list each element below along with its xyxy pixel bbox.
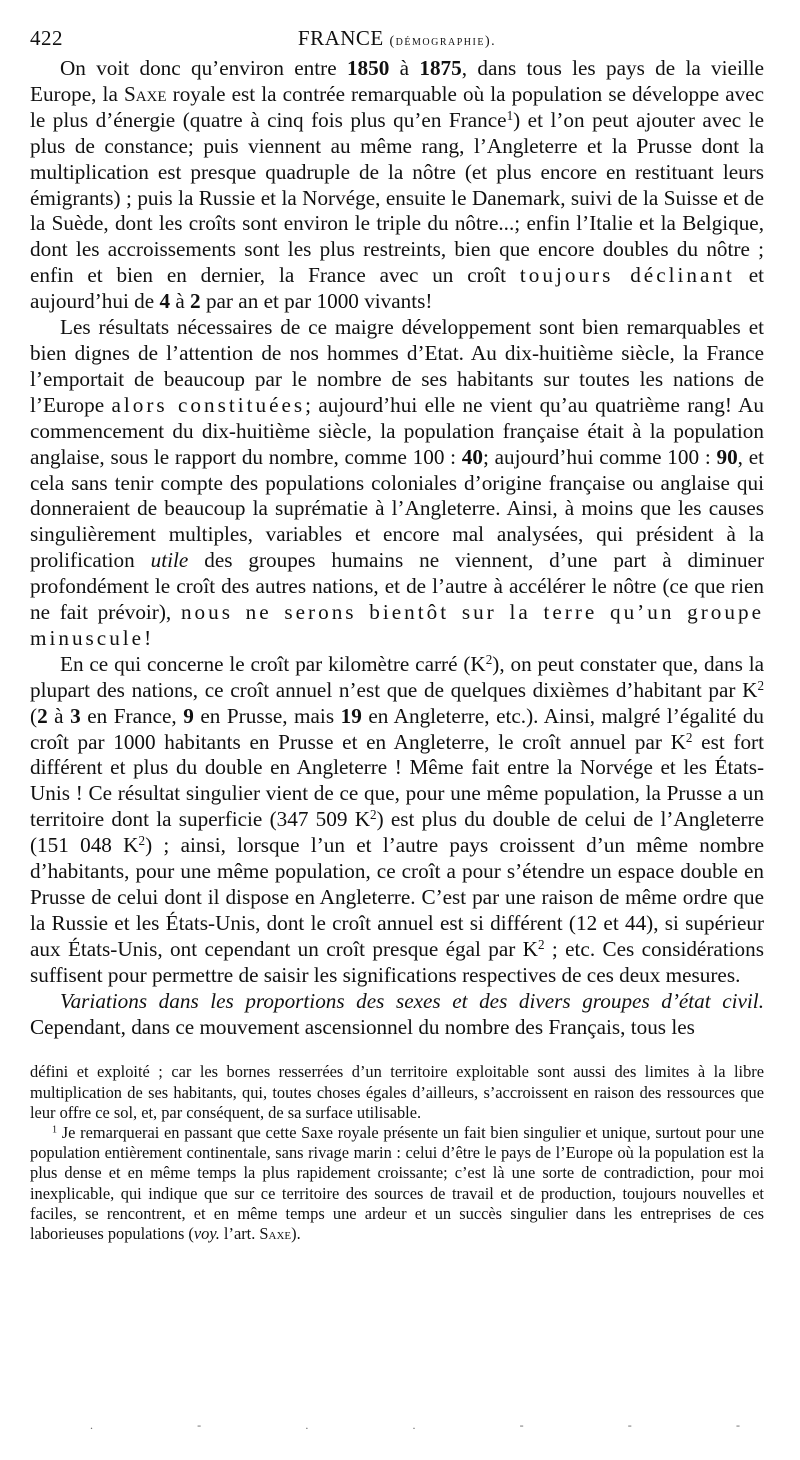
main-text xyxy=(30,56,764,1040)
text-run: et aujourd’hui de xyxy=(30,263,765,314)
text-run: est fort différent et plus du double en Angleterre ! Même fait entre la Norvége et les États-Unis ! Ce résultat singulier vient de ce que, pour une même population, la Prusse a un territoire dont la superficie (347 509 K xyxy=(30,729,764,832)
text-run: à xyxy=(47,703,71,728)
spaced-emphasis: toujours déclinant xyxy=(519,263,735,288)
paragraph-4 xyxy=(30,989,764,1041)
text-run: des groupes humains ne viennent, d’une part à diminuer profondément le croît des autres nations, et de l’autre à accélérer le nôtre (ce que rien ne fait prévoir), xyxy=(30,548,765,625)
spaced-emphasis: nous ne serons bientôt sur la terre qu’un groupe minuscule! xyxy=(30,600,764,650)
bold-number: 4 xyxy=(159,289,171,314)
text-run: ; etc. Ces considérations suffisent pour permettre de saisir les significations respectives de ces deux mesures. xyxy=(30,936,764,987)
paragraph-2 xyxy=(30,315,764,652)
text-run: ; aujourd’hui elle ne vient qu’au quatrième rang! Au commencement du dix-huitième siècle, la population française était à la population anglaise, sous le rapport du nombre, comme 100 : xyxy=(30,392,764,469)
italic-voy: voy. xyxy=(193,1224,220,1244)
paragraph-3 xyxy=(30,652,764,989)
running-title-sub: (démographie). xyxy=(389,34,497,49)
text-run: Cependant, dans ce mouvement ascensionnel du nombre des Français, tous les xyxy=(30,1014,695,1039)
section-heading: Variations dans les proportions des sexes et des divers groupes d’état civil. xyxy=(60,988,764,1013)
text-run: ), on peut constater que, dans la plupart des nations, ce croît annuel n’est que de quelques dixièmes d’habitant par K xyxy=(30,651,764,702)
text-run: en Prusse, mais xyxy=(193,703,341,728)
bottom-print-marks xyxy=(90,1418,740,1433)
bold-number: 3 xyxy=(70,703,81,728)
bold-number: 9 xyxy=(183,703,194,728)
text-run: ) est plus du double de celui de l’Angleterre (151 048 K xyxy=(30,807,764,858)
bold-number: 90 xyxy=(716,444,738,469)
bold-number: 2 xyxy=(190,289,201,314)
print-mark: - xyxy=(519,1418,524,1432)
paragraph-1 xyxy=(30,56,764,315)
saxe-smallcaps: Saxe xyxy=(123,81,167,106)
print-mark: - xyxy=(735,1418,740,1432)
text-run: par an et par 1000 vivants! xyxy=(200,289,433,314)
superscript: 2 xyxy=(485,651,493,667)
year-1850: 1850 xyxy=(346,56,390,80)
spaced-emphasis: alors constituées xyxy=(111,392,306,417)
text-run: , dans tous les pays de la vieille Europe, la xyxy=(30,56,765,106)
text-run: à xyxy=(170,289,191,314)
superscript: 2 xyxy=(537,936,545,952)
footnote-marker: 1 xyxy=(52,1124,58,1136)
bold-number: 19 xyxy=(340,703,362,728)
text-run: En ce qui concerne le croît par kilomètre carré (K xyxy=(60,651,486,676)
text-run: ; aujourd’hui comme 100 : xyxy=(482,444,717,469)
text-run: ). xyxy=(291,1224,301,1244)
text-run: ) et l’on peut ajouter avec le plus de constance; puis viennent au même rang, l’Angleterre et la Prusse dont la multiplication est presque quadruple de la nôtre (et plus encore en restituant leurs émigrants) ; puis la Russie et la Norvége, ensuite le Danemark, suivi de la Suisse et de la Suède, dont les croîts sont environ le triple du nôtre...; enfin l’Italie et la Belgique, dont les accroissements sont les plus restreints, bien que encore doubles du nôtre ; enfin et bien en dernier, la France avec un croît xyxy=(30,107,764,288)
year-1875: 1875 xyxy=(419,56,462,80)
saxe-smallcaps: Saxe xyxy=(259,1224,292,1244)
text-run: l’art. xyxy=(219,1224,260,1244)
text-run: Les résultats nécessaires de ce maigre développement sont bien remarquables et bien dignes de l’attention de nos hommes d’Etat. Au dix-huitième siècle, la France l’emportait de beaucoup par le nombre de ses habitants sur toutes les nations de l’Europe xyxy=(30,315,764,417)
superscript: 2 xyxy=(370,807,377,823)
print-mark: . xyxy=(305,1418,309,1432)
text-run: On voit donc qu’environ entre xyxy=(60,56,347,80)
text-run: Je remarquerai en passant que cette Saxe royale présente un fait bien singulier et unique, surtout pour une population entièrement continentale, sans rivage marin : celui d’être le pays de l’Europe où la population est la plus dense et en même temps la plus rapidement croissante; c’est là une sorte de contradiction, pour moi inexplicable, qui indique que sur ce territoire des sources de travail et de production, toujours nouvelles et faciles, se rencontrent, et en même temps une ardeur et un succès singulier dans les entreprises de ces laborieuses populations ( xyxy=(30,1123,764,1244)
print-mark: . xyxy=(90,1418,93,1432)
text-run: ) ; ainsi, lorsque l’un et l’autre pays croissent d’un même nombre d’habitants, pour une même population, ce croît a pour s’étendre un espace double en Prusse de celui dont il dispose en Angleterre. C’est par une raison de même ordre que la Russie et les États-Unis, dont le croît annuel est si différent (12 et 44), si supérieur aux États-Unis, ont cependant un croît presque égal par K xyxy=(30,833,764,961)
footnotes xyxy=(30,1062,764,1244)
text-run: royale est la contrée remarquable où la population se développe avec le plus d’énergie (quatre à cinq fois plus qu’en France xyxy=(30,81,765,132)
text-run: à xyxy=(389,56,420,80)
text-run: en France, xyxy=(80,703,184,728)
bold-number: 40 xyxy=(461,444,483,469)
italic-utile: utile xyxy=(150,548,189,573)
text-run: en Angleterre, etc.). Ainsi, malgré l’égalité du croît par 1000 habitants en Prusse et en Angleterre, le croît annuel par K xyxy=(30,703,765,754)
print-mark: - xyxy=(627,1418,632,1432)
superscript: 2 xyxy=(685,729,693,745)
print-mark: - xyxy=(197,1418,202,1432)
running-head xyxy=(30,26,764,56)
print-mark: . xyxy=(412,1418,416,1432)
footnote-continued: défini et exploité ; car les bornes resserrées d’un territoire exploitable sont aussi des limites à la libre multiplication de ses habitants, qui, toutes choses égales d’ailleurs, s’accroissent en raison des ressources que leur offre ce sol, et, par conséquent, de sa surface utilisable. xyxy=(30,1062,764,1122)
footnote-1 xyxy=(30,1123,764,1244)
superscript: 2 xyxy=(757,677,764,693)
text-run: , et cela sans tenir compte des populations coloniales d’origine française ou anglaise qui donneraient de beaucoup la suprématie à l’Angleterre. Ainsi, à moins que les causes singulièrement multiples, variables et encore mal analysées, qui président à la prolification xyxy=(30,444,764,573)
text-run: ( xyxy=(30,703,38,728)
running-title xyxy=(30,26,764,51)
running-title-main: FRANCE xyxy=(297,26,384,50)
footnote-ref-1: 1 xyxy=(506,107,514,123)
page-number: 422 xyxy=(30,26,63,50)
superscript: 2 xyxy=(138,832,146,848)
bold-number: 2 xyxy=(37,703,48,728)
